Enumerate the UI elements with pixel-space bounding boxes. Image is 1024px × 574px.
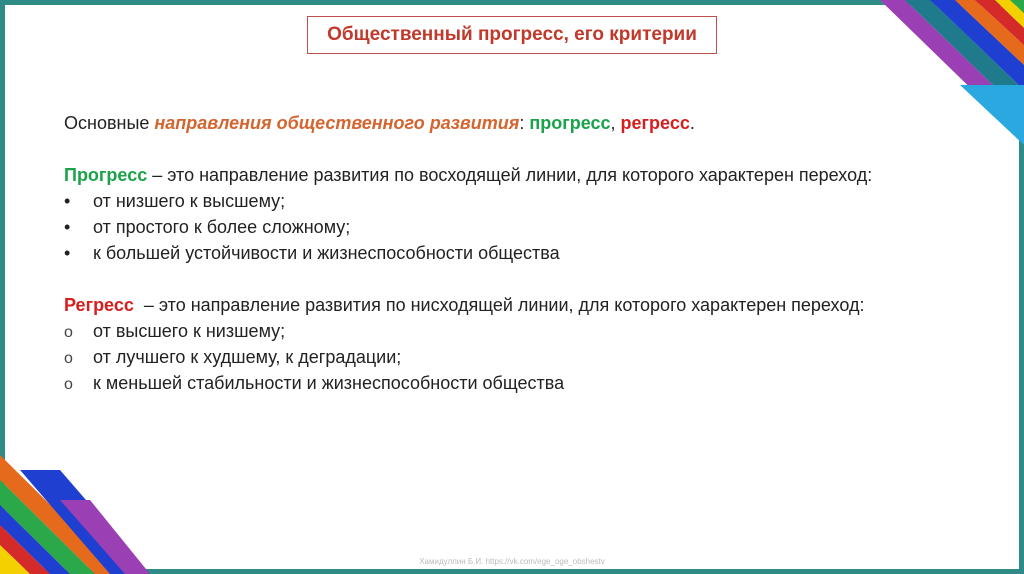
progress-definition-text: это направление развития по восходящей линии, для которого характерен переход: bbox=[167, 165, 873, 185]
list-item bbox=[64, 214, 944, 240]
slide-title-box bbox=[307, 16, 717, 54]
intro-progress: прогресс bbox=[529, 113, 611, 133]
list-item bbox=[64, 240, 944, 266]
regress-term: Регресс bbox=[64, 295, 134, 315]
intro-prefix: Основные bbox=[64, 113, 155, 133]
circle-bullet-icon: o bbox=[64, 350, 73, 367]
intro-directions: направления общественного развития bbox=[154, 113, 520, 133]
progress-term: Прогресс bbox=[64, 165, 148, 185]
regress-definition-text: – это направление развития по нисходящей линии, для которого характерен переход: bbox=[133, 295, 865, 315]
intro-colon: : bbox=[519, 113, 530, 133]
regress-item-text: от лучшего к худшему, к деградации; bbox=[93, 347, 402, 367]
intro-regress: регресс bbox=[620, 113, 690, 133]
circle-bullet-icon: o bbox=[64, 324, 73, 341]
bullet-icon: • bbox=[64, 191, 71, 211]
slide-content bbox=[64, 110, 944, 396]
progress-item-text: к большей устойчивости и жизнеспособности общества bbox=[93, 243, 560, 263]
progress-item-text: от низшего к высшему; bbox=[93, 191, 286, 211]
slide-title: Общественный прогресс, его критерии bbox=[327, 24, 697, 45]
list-item bbox=[64, 370, 944, 396]
intro-period: . bbox=[689, 113, 695, 133]
regress-item-text: к меньшей стабильности и жизнеспособности общества bbox=[93, 373, 565, 393]
list-item bbox=[64, 188, 944, 214]
progress-dash: – bbox=[147, 165, 168, 185]
bullet-icon: • bbox=[64, 217, 71, 237]
regress-item-text: от высшего к низшему; bbox=[93, 321, 286, 341]
list-item bbox=[64, 344, 944, 370]
circle-bullet-icon: o bbox=[64, 376, 73, 393]
bullet-icon: • bbox=[64, 243, 71, 263]
progress-item-text: от простого к более сложному; bbox=[93, 217, 351, 237]
intro-comma: , bbox=[610, 113, 621, 133]
intro-line bbox=[64, 110, 944, 136]
footer-credit: Хамидуллин Б.И. https://vk.com/ege_oge_obshestv bbox=[419, 557, 605, 566]
list-item bbox=[64, 318, 944, 344]
progress-definition bbox=[64, 162, 944, 188]
regress-definition bbox=[64, 292, 944, 318]
